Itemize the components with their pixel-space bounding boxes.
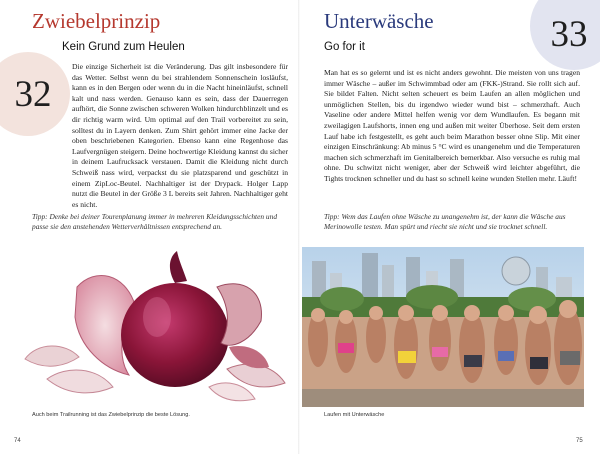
runners-photo <box>302 247 584 407</box>
photo-caption: Laufen mit Unterwäsche <box>324 412 385 418</box>
photo-caption: Auch beim Trailrunning ist das Zwiebelprinzip die beste Lösung. <box>32 412 190 418</box>
page-title: Zwiebelprinzip <box>32 9 161 33</box>
body-text: Die einzige Sicherheit ist die Veränderung. Das gilt insbesondere für das Wetter. Selbst wenn du bei strahlendem Sonnenschein losläufst, kann es in den Bergen oder wenn du in die Nacht hineinläufst, schnell kalt und nass werden. Genauso kann es sein, dass der Dauerregen aufhört, die Sonne zwischen schweren Wolken hindurchblinzelt und es dir richtig warm wird. Um optimal auf den Trail vorbereitet zu sein, solltest du in Layern denken. Zum Shirt gehört immer eine Jacke der oben beschriebenen Kategorien. Ebenso kann eine Regenhose das Laufvergnügen steigern. Deine hochwertige Kleidung kannst du sicher in deinem Laufrucksack verstauen. Damit die Kleidung nicht durch Schweiß nass wird, verpackst du sie platzsparend und geschützt in einem ZipLoc-Beutel. Nachhaltiger ist der Drypack. Holger Lapp nutzt die Beutel in der Größe 3 L bereits seit Jahren. Nachhaltiger geht es nicht. <box>72 62 288 209</box>
body-text: Man hat es so gelernt und ist es nicht anders gewohnt. Die meisten von uns tragen immer Wäsche – außer im Schwimmbad oder am (FKK-)Strand. Sie rollt sich auf. Sie bildet Falten. Nicht selten scheuert es beim Laufen an allen möglichen und unmöglichen Stellen, bis du irgendwo wieder wund bist – schmerzhaft. Auch Vaseline oder andere Mittel helfen wenig vor dem Wundlaufen. Es begann mit zweilagigen Laufshorts, innen eng und außen mit weiter Überhose. Seit dem ersten Lauf habe ich festgestellt, es geht auch beim Marathon besser ohne Slip. Mit einer einzigen Einschränkung: Ab minus 5 °C wird es unangenehm und die Temperaturen machen sich schmerzhaft im Genitalbereich bemerkbar. Also versuche es ruhig mal ohne. Du schwitzt nicht weniger, aber der Schweiß wird leichter abgeführt, die Tights trocknen schneller und du hast so schnell keine wunden Stellen mehr. Läuft! <box>324 68 580 183</box>
page-number-badge <box>0 52 70 136</box>
page-number: 75 <box>576 438 583 444</box>
right-page <box>300 0 600 454</box>
badge-number: 33 <box>550 13 588 55</box>
page-subtitle: Go for it <box>324 41 365 53</box>
tip-text: Tipp: Denke bei deiner Tourenplanung immer in mehreren Kleidungsschichten und passe sie den anstehenden Wetterverhältnissen entsprechend an. <box>32 212 278 232</box>
badge-number: 32 <box>14 73 52 115</box>
onion-photo <box>17 247 298 407</box>
page-number: 74 <box>14 438 21 444</box>
onion-image <box>17 247 298 407</box>
runners-image <box>302 247 584 407</box>
tip-text: Tipp: Wem das Laufen ohne Wäsche zu unangenehm ist, der kann die Wäsche aus Merinowolle testen. Man spürt und riecht sie nicht und sie trocknet schnell. <box>324 212 566 232</box>
page-title: Unterwäsche <box>324 9 434 33</box>
page-number-badge <box>530 0 600 70</box>
page-subtitle: Kein Grund zum Heulen <box>62 41 185 53</box>
